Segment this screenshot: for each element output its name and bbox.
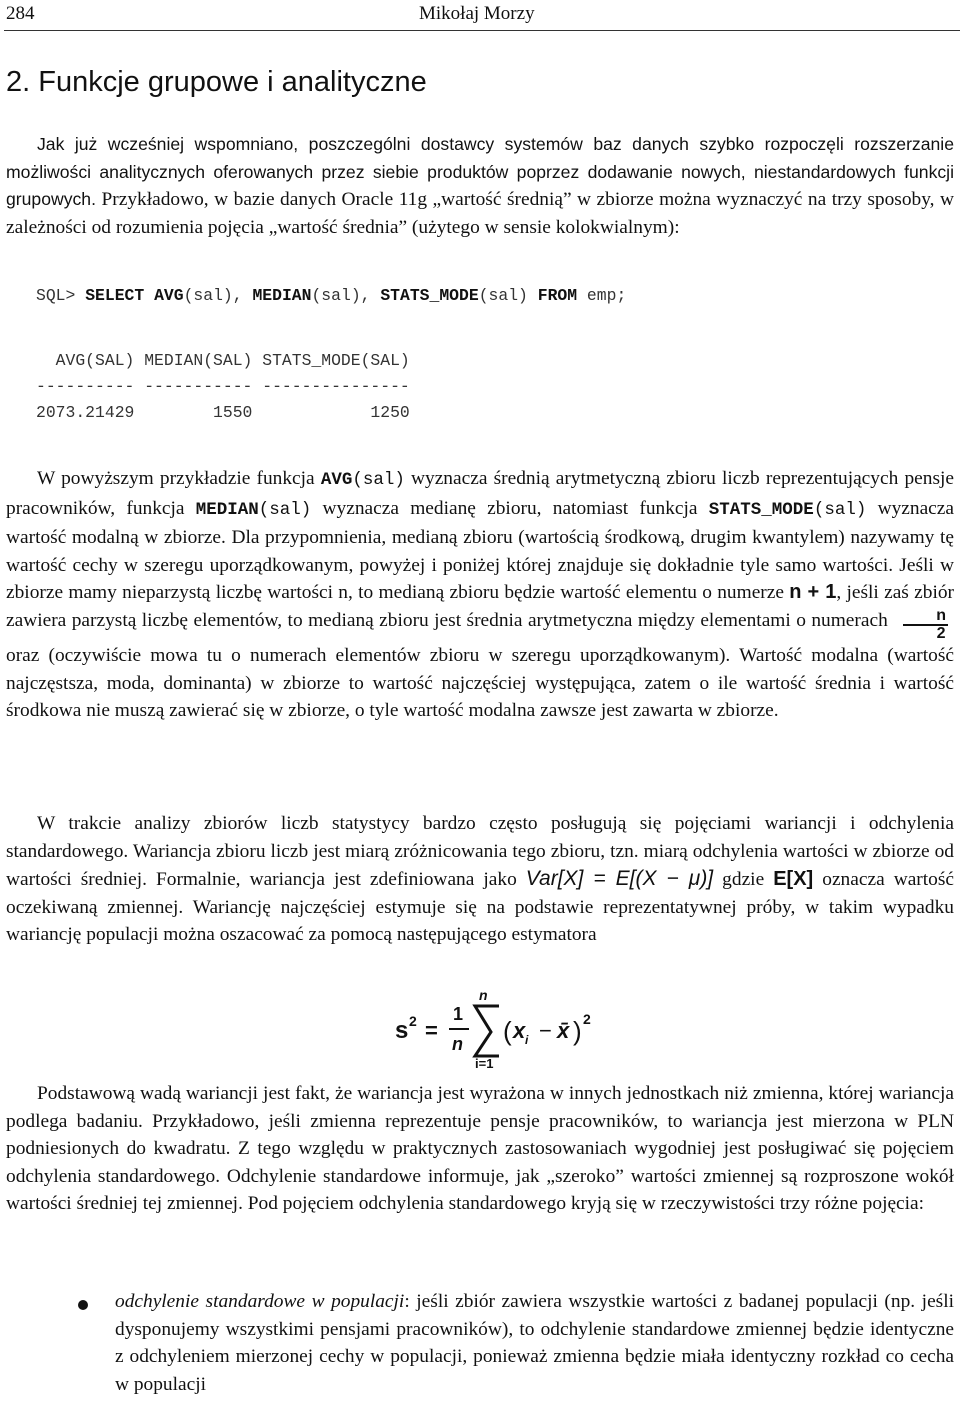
code-keyword: AVG	[320, 470, 353, 490]
text-span: wyznacza średnią arytmetyczną zbioru liczb reprezentujących pensje pracowników, funkcja	[6, 468, 954, 519]
formula-minus: −	[539, 1018, 552, 1043]
result-row: 2073.21429 1550 1250	[36, 403, 410, 422]
formula-sigma	[475, 1006, 499, 1056]
code-arg: (sal)	[352, 470, 405, 490]
text-span: gdzie	[713, 869, 774, 891]
formula-exponent: 2	[409, 1013, 417, 1029]
inline-code-median	[196, 500, 312, 520]
inline-code-avg	[321, 470, 405, 490]
formula-paren-close: )	[573, 1016, 582, 1046]
text-span: W trakcie analizy zbiorów liczb statystycy bardzo często posługują się pojęciami wariancji i odchylenia standardowego.	[6, 813, 954, 862]
formula-xbar: x̄	[557, 1018, 570, 1043]
text-span: Jeśli w zbiorze mamy nieparzystą liczbę wartości n, to medianą zbioru będzie wartość elementu o numerze	[6, 554, 954, 604]
bullet-term: odchylenie standardowe w populacji	[115, 1291, 405, 1312]
formula-equals: =	[425, 1018, 438, 1043]
std-deviation-paragraph	[6, 1080, 954, 1218]
formula-s: s	[395, 1017, 409, 1044]
bullet-marker	[78, 1300, 88, 1310]
inline-code-stats-mode	[709, 500, 867, 520]
sql-keyword: MEDIAN	[252, 286, 312, 305]
fraction-numerator: n	[903, 608, 948, 626]
text-span: , jeśli zaś zbiór zawiera parzystą liczbę elementów, to medianą zbioru jest średnia arytmetyczna między elementami o numerach	[6, 582, 954, 631]
sql-keyword: AVG	[154, 286, 184, 305]
intro-text-sans: Jak już wcześniej wspomniano, poszczególni dostawcy systemów baz danych szybko rozpoczęli rozszerzanie możliwości analitycznych oferowanych przez siebie produktów poprzez dodawanie nowych, niestandardowych funkcji grupowych.	[6, 134, 954, 210]
text-span: W powyższym przykładzie funkcja	[37, 468, 321, 489]
text-span: Pod pojęciem odchylenia standardowego kryją się w rzeczywistości trzy różne pojęcia:	[242, 1193, 925, 1215]
formula-subscript: i	[525, 1033, 529, 1047]
text-span: Wariancja zbioru liczb jest miarą zróżnicowania tego zbioru, tzn. miarą odchylenia wartości w zbiorze od wartości średniej.	[6, 840, 954, 891]
text-span: Dla przypomnienia, medianą zbioru (wartością środkową, drugim kwantylem) nazywamy tę wartość cechy w szeregu uporządkowanym, powyżej i poniżej której znajduje się dokładnie tyle samo wartości.	[6, 527, 954, 576]
page-number: 284	[6, 3, 35, 24]
text-span: wyznacza medianę zbioru, natomiast funkcja	[311, 497, 709, 519]
text-span: oznacza wartość oczekiwaną zmiennej.	[6, 869, 955, 918]
sql-keyword: FROM	[537, 286, 578, 305]
text-span: Wartość modalna (wartość najczęstsza, moda, dominanta) w zbiorze to wartość najczęściej występująca, zatem o ile wartość średnia i wartość środkowa nie muszą zawierać się w zbiorze, o tyle wartość modalna zawsze jest zawarta w zbiorze.	[6, 644, 954, 722]
math-fraction-n-over-2	[903, 608, 948, 642]
sql-command	[36, 283, 626, 309]
text-span: oraz (oczywiście mowa tu o numerach elementów zbioru w szeregu uporządkowanym).	[6, 644, 731, 666]
code-arg: (sal)	[813, 499, 867, 520]
formula-x: x	[513, 1018, 526, 1043]
formula-sum-upper: n	[479, 988, 488, 1003]
sql-table: emp;	[577, 286, 627, 305]
code-keyword: STATS_MODE	[708, 499, 814, 520]
bullet-text: : jeśli zbiór zawiera wszystkie wartości z badanej populacji (np. jeśli dysponujemy wszystkimi pensjami pracowników), to odchylenie standardowe zmiennej będzie identyczne z odchyleniem mierzonej cechy w populacji, ponieważ zmienna będzie miała identyczny rozkład co cecha w populacji	[115, 1291, 954, 1395]
text-span: Przykładowo, jeśli zmienna reprezentuje pensje pracowników, to wariancja jest mierzona w PLN podniesionych do kwadratu.	[6, 1110, 954, 1160]
text-span: Odchylenie standardowe informuje, jak „szeroko” wartości zmiennej są rozproszone wokół wartości średniej tej zmiennej.	[6, 1165, 954, 1215]
fraction-denominator: 2	[936, 624, 946, 642]
formula-outer-exponent: 2	[583, 1011, 591, 1027]
formula-sum-lower: i=1	[475, 1056, 494, 1068]
text-span: Podstawową wadą wariancji jest fakt, że wariancja jest wyrażona w innych jednostkach niż zmienna, której wariancja podlega badaniu.	[6, 1083, 954, 1132]
sql-arg: (sal),	[311, 286, 381, 305]
sql-keyword: STATS_MODE	[380, 286, 479, 305]
math-n-plus-1: n + 1	[789, 581, 837, 604]
intro-text: Przykładowo, w bazie danych Oracle 11g „wartość średnią” w zbiorze można wyznaczyć na trzy sposoby, w zależności od rozumienia pojęcia „wartość średnia” (użytego w sensie kolokwialnym):	[6, 189, 954, 238]
sql-prompt: SQL>	[36, 286, 86, 305]
text-span: wyznacza wartość modalną w zbiorze.	[6, 497, 954, 549]
formula-numerator: 1	[453, 1004, 464, 1024]
math-expected-value: E[X]	[773, 868, 814, 891]
formula-denominator: n	[452, 1034, 463, 1054]
section-title: 2. Funkcje grupowe i analityczne	[6, 66, 427, 98]
running-header	[4, 0, 960, 31]
bullet-item	[115, 1288, 954, 1398]
sql-keyword: SELECT	[85, 286, 145, 305]
sql-arg: (sal)	[478, 286, 538, 305]
result-separator: ---------- ----------- ---------------	[36, 377, 410, 396]
formula-paren-open: (	[503, 1016, 512, 1046]
result-header: AVG(SAL) MEDIAN(SAL) STATS_MODE(SAL)	[36, 351, 410, 370]
sql-result	[36, 348, 410, 426]
intro-paragraph	[6, 131, 954, 241]
running-author: Mikołaj Morzy	[419, 3, 535, 24]
text-span: Formalnie, wariancja jest zdefiniowana jako	[146, 869, 526, 891]
functions-paragraph	[6, 465, 954, 725]
math-variance-definition: Var[X] = E[(X − μ)]	[525, 867, 714, 891]
text-span: Z tego względu w praktycznych zastosowaniach wygodniej jest posługiwać się pojęciem odchylenia standardowego.	[6, 1138, 954, 1187]
text-span: Wariancję najczęściej estymuje się na podstawie reprezentatywnej próby, w takim wypadku wariancję populacji można oszacować za pomocą następującego estymatora	[6, 896, 954, 946]
code-keyword: MEDIAN	[195, 499, 259, 520]
variance-estimator-formula	[393, 988, 603, 1068]
sql-arg: (sal),	[183, 286, 253, 305]
variance-paragraph	[6, 810, 954, 949]
code-arg: (sal)	[258, 499, 312, 520]
